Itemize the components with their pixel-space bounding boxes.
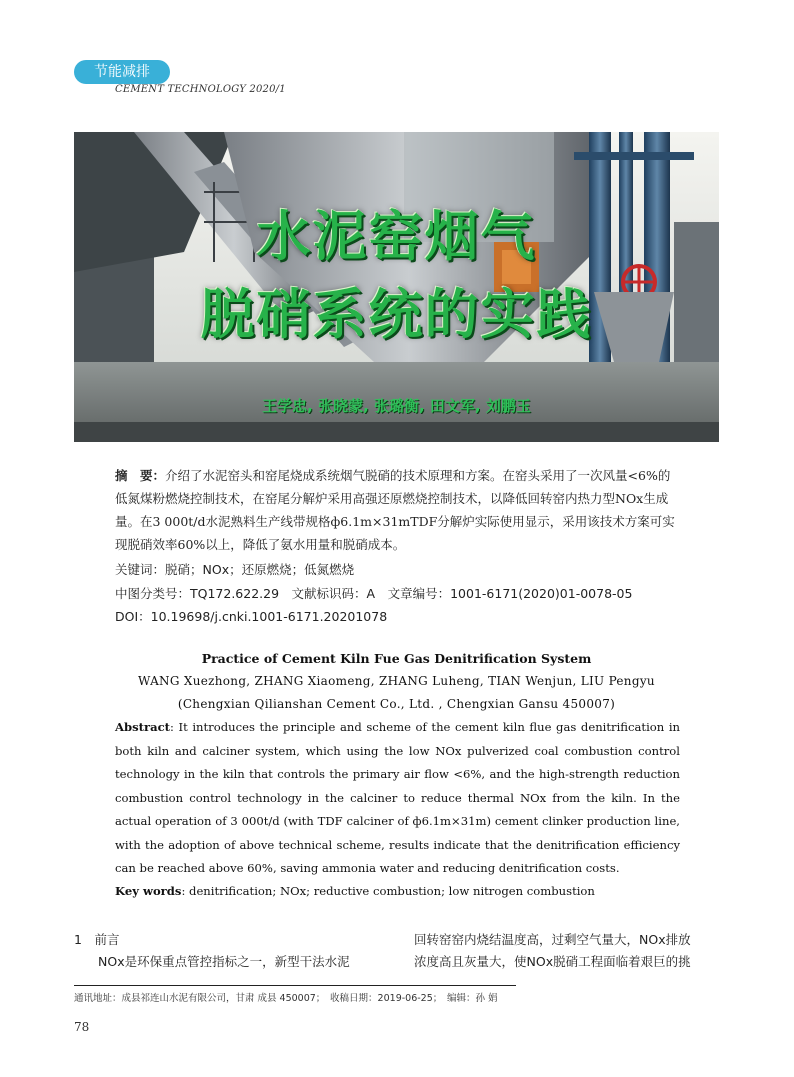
hero-image [74,132,719,442]
english-title: Practice of Cement Kiln Fue Gas Denitrification System [201,651,592,666]
keywords-en [115,880,680,904]
keywords-cn: 关键词：脱硝；NOx；还原燃烧；低氮燃烧 [115,562,355,577]
abstract-cn-label: 摘 要： [115,468,166,483]
english-authors: WANG Xuezhong, ZHANG Xiaomeng, ZHANG Luheng, TIAN Wenjun, LIU Pengyu [138,674,655,688]
hero-authors: 王学忠, 张晓蒙, 张璐衡, 田文军, 刘鹏玉 [262,397,531,415]
body-right-line-1: 回转窑窑内烧结温度高，过剩空气量大，NOx排放 [414,932,691,947]
section-badge: 节能减排 [74,60,170,84]
abstract-en [115,716,680,881]
body-right-line-2: 浓度高且灰量大，使NOx脱硝工程面临着艰巨的挑 [414,954,691,969]
footnote: 通讯地址：成县祁连山水泥有限公司，甘肃 成县 450007； 收稿日期：2019-06-25； 编辑：孙 娟 [74,993,498,1004]
page-number: 78 [74,1020,90,1034]
section-heading: 1 前言 [74,932,120,947]
journal-name: CEMENT TECHNOLOGY 2020/1 [115,84,286,95]
abstract-cn [115,464,680,556]
classification: 中图分类号：TQ172.622.29 文献标识码：A 文章编号：1001-6171(2020)01-0078-05 [115,586,633,601]
hero-title-line-1: 水泥窑烟气 [256,205,537,268]
body-left-line: NOx是环保重点管控指标之一，新型干法水泥 [98,954,350,969]
abstract-en-text: : It introduces the principle and scheme of the cement kiln flue gas denitrification in both kiln and calciner system, which using the low NOx pulverized coal combustion control technology in the kiln that controls the primary air flow <6%, and the high-strength reduction combustion control technology in the calciner to reduce thermal NOx from the kiln. In the actual operation of 3 000t/d (with TDF calciner of ф6.1m×31m) cement clinker production line, with the adoption of above technical scheme, results indicate that the denitrification efficiency can be reached above 60%, saving ammonia water and reducing denitrification costs. [115,720,680,875]
footnote-rule [74,985,516,986]
abstract-en-label: Abstract [115,720,171,734]
abstract-cn-text: 介绍了水泥窑头和窑尾烧成系统烟气脱硝的技术原理和方案。在窑头采用了一次风量<6%的低氮煤粉燃烧控制技术，在窑尾分解炉采用高强还原燃烧控制技术，以降低回转窑内热力型NOx生成量。在3 000t/d水泥熟料生产线带规格ф6.1m×31mTDF分解炉实际使用显示，采用该技术方案可实现脱硝效率60%以上，降低了氨水用量和脱硝成本。 [115,468,675,552]
keywords-en-text: : denitrification; NOx; reductive combustion; low nitrogen combustion [181,884,595,898]
doi: DOI：10.19698/j.cnki.1001-6171.20201078 [115,609,388,624]
english-affiliation: (Chengxian Qilianshan Cement Co., Ltd. , Chengxian Gansu 450007) [177,697,616,711]
keywords-en-label: Key words [115,884,182,898]
hero-title-line-2: 脱硝系统的实践 [200,283,593,346]
